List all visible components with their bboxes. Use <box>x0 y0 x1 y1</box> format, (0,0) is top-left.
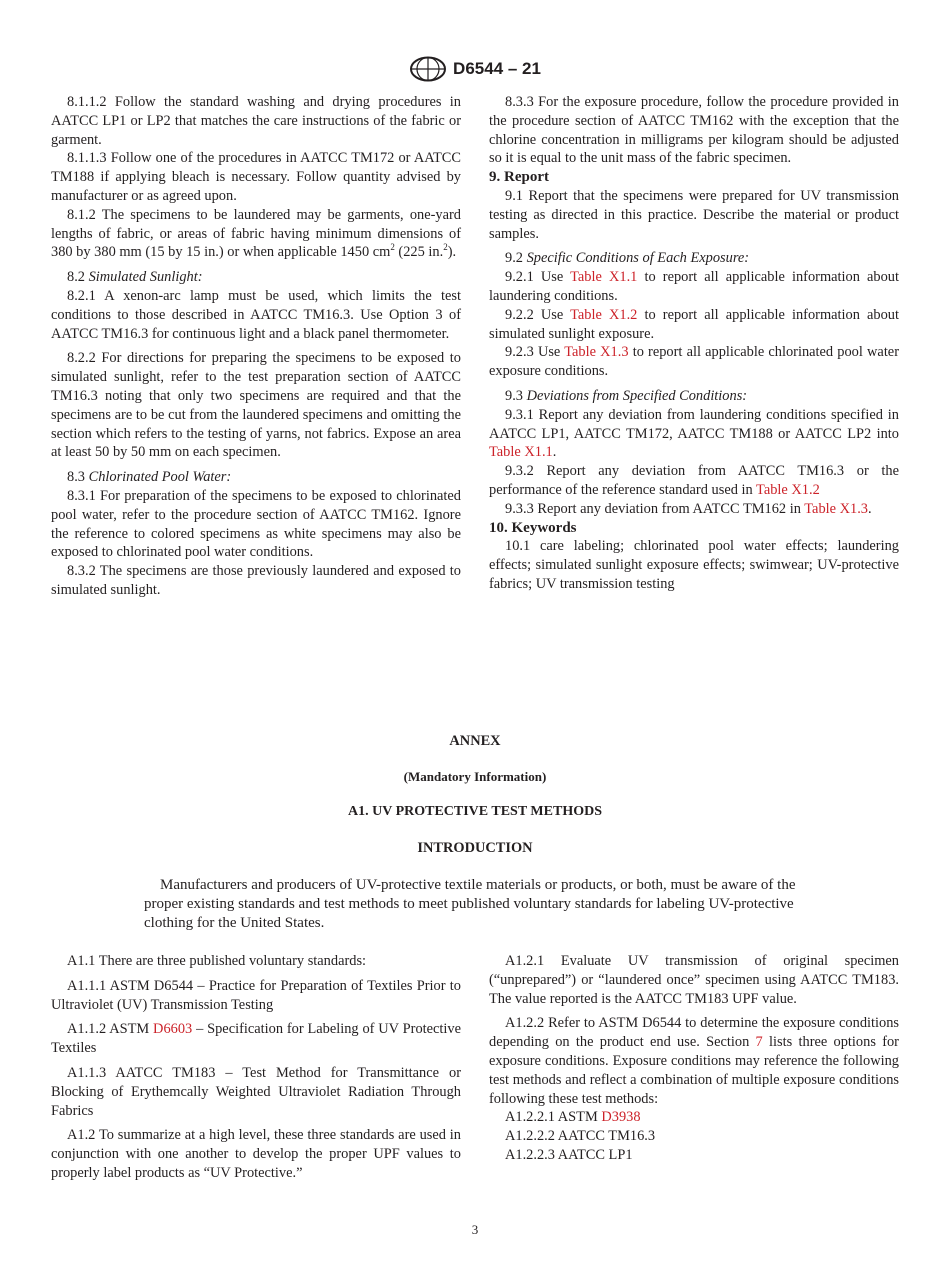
paragraph-8-1-2: 8.1.2 The specimens to be laundered may be garments, one-yard lengths of fabric, or areas of fabric having minimum dimensions of 380 by 380 mm (15 by 15 in.) or when applicable 1450 $cm^2$ (225 in.$^2$). <box>51 206 461 261</box>
left-column-top <box>51 93 461 600</box>
table-x1-3-link[interactable]: Table X1.3 <box>804 500 868 517</box>
right-column-top <box>489 93 899 594</box>
left-column-bottom <box>51 952 461 1183</box>
paragraph-a1-2: A1.2 To summarize at a high level, these three standards are used in conjunction with one another to develop the proper UPF values to properly label products as “UV Protective.” <box>51 1127 461 1181</box>
paragraph-a1-1-3: A1.1.3 AATCC TM183 – Test Method for Transmittance or Blocking of Erythemcally Weighted Ultraviolet Radiation Through Fabrics <box>51 1064 461 1119</box>
right-column-bottom <box>489 952 899 1165</box>
table-x1-2-link[interactable]: Table X1.2 <box>756 481 820 498</box>
annex-title: ANNEX <box>449 733 501 749</box>
table-x1-1-link[interactable]: Table X1.1 <box>489 444 553 461</box>
paragraph-8-1-1-2: 8.1.1.2 Follow the standard washing and drying procedures in AATCC LP1 or LP2 that matches the care instructions of the fabric or garment. <box>51 94 461 148</box>
section-9-3-heading: 9.3 Deviations from Specified Conditions: <box>505 387 748 404</box>
section-9-2-heading: 9.2 Specific Conditions of Each Exposure: <box>505 250 750 267</box>
paragraph-a1-1: A1.1 There are three published voluntary standards: <box>67 953 367 969</box>
paragraph-8-3-2: 8.3.2 The specimens are those previously laundered and exposed to simulated sunlight. <box>51 563 461 598</box>
page-number: 3 <box>471 1222 479 1237</box>
d3938-link[interactable]: D3938 <box>601 1109 641 1126</box>
paragraph-a1-1-2: A1.1.2 ASTM D6603 – Specification for Labeling of UV Protective Textiles <box>51 1021 461 1057</box>
page-header <box>0 56 950 82</box>
section-10-heading: 10. Keywords <box>489 519 577 536</box>
paragraph-9-2-2: 9.2.2 Use Table X1.2 to report all applicable information about simulated sunlight exposure. <box>489 306 899 342</box>
paragraph-9-2-1: 9.2.1 Use Table X1.1 to report all applicable information about laundering conditions. <box>489 269 899 304</box>
paragraph-a1-2-1: A1.2.1 Evaluate UV transmission of original specimen (“unprepared”) or “laundered once” specimen using AATCC TM183. The value reported is the AATCC TM183 UPF value. <box>489 953 899 1007</box>
document-id: D6544 – 21 <box>453 59 541 78</box>
paragraph-8-3-1: 8.3.1 For preparation of the specimens to be exposed to chlorinated pool water, refer to the procedure section of AATCC TM162. Ignore the reference to colored specimens as white specimens may also be exposed to chlorinated pool water conditions. <box>51 487 461 561</box>
section-9-heading: 9. Report <box>489 169 549 186</box>
paragraph-a1-1-1: A1.1.1 ASTM D6544 – Practice for Preparation of Textiles Prior to Ultraviolet (UV) Transmission Testing <box>51 977 461 1013</box>
paragraph-a1-2-2-2: A1.2.2.2 AATCC TM16.3 <box>505 1128 656 1145</box>
section-8-2-heading: 8.2 Simulated Sunlight: <box>67 269 203 286</box>
introduction-heading: INTRODUCTION <box>417 840 533 856</box>
paragraph-8-2-2: 8.2.2 For directions for preparing the specimens to be exposed to simulated sunlight, refer to the test preparation section of AATCC TM16.3 noting that only two specimens are required and that the specimens are to be cut from the laundered specimens and omitting the section which refers to the testing of yarns, not fabrics. Expose an area at least 50 by 50 mm on each specimen. <box>51 350 461 461</box>
paragraph-8-3-3: 8.3.3 For the exposure procedure, follow the procedure provided in the procedure section of AATCC TM162 with the exception that the chlorine concentration in milligrams per kilogram should be adjusted so it is equal to the unit mass of the fabric specimen. <box>489 94 899 167</box>
table-x1-3-link[interactable]: Table X1.3 <box>564 344 629 361</box>
paragraph-10-1: 10.1 care labeling; chlorinated pool water effects; laundering effects; simulated sunlight exposure effects; swimwear; UV-protective fabrics; UV transmission testing <box>489 538 899 592</box>
table-x1-2-link[interactable]: Table X1.2 <box>570 306 638 323</box>
d6603-link[interactable]: D6603 <box>153 1021 193 1038</box>
paragraph-a1-2-2-1: A1.2.2.1 ASTM D3938 <box>505 1109 641 1126</box>
section-8-3-heading: 8.3 Chlorinated Pool Water: <box>67 469 232 486</box>
paragraph-9-1: 9.1 Report that the specimens were prepared for UV transmission testing as directed in this practice. Describe the material or product samples. <box>489 187 899 242</box>
table-x1-1-link[interactable]: Table X1.1 <box>570 269 638 286</box>
paragraph-9-3-2: 9.3.2 Report any deviation from AATCC TM16.3 or the performance of the reference standard used in Table X1.2 <box>489 463 899 498</box>
paragraph-a1-2-2: A1.2.2 Refer to ASTM D6544 to determine the exposure conditions depending on the product end use. Section 7 lists three options for exposure conditions. Exposure conditions may reference the following test methods and reflect a combination of multiple exposure conditions following these test methods: <box>489 1015 899 1107</box>
paragraph-9-3-1: 9.3.1 Report any deviation from laundering conditions specified in AATCC LP1, AATCC TM172, AATCC TM188 or AATCC LP2 into Table X1.1. <box>489 406 899 461</box>
section-7-link[interactable]: 7 <box>755 1034 763 1051</box>
introduction-text: Manufacturers and producers of UV-protective textile materials or products, or both, must be aware of the proper existing standards and test methods to meet published voluntary standards for labeling UV-protective clothing for the United States. <box>144 877 796 931</box>
paragraph-8-2-1: 8.2.1 A xenon-arc lamp must be used, which limits the test conditions to those described in AATCC TM16.3. Use Option 3 of AATCC TM16.3 for continuous light and a black panel thermometer. <box>51 287 461 342</box>
paragraph-9-2-3: 9.2.3 Use Table X1.3 to report all applicable chlorinated pool water exposure conditions. <box>489 344 899 380</box>
astm-logo-icon <box>409 56 447 82</box>
paragraph-a1-2-2-3: A1.2.2.3 AATCC LP1 <box>505 1146 633 1163</box>
annex-a1-title: A1. UV PROTECTIVE TEST METHODS <box>347 804 602 819</box>
annex-subtitle: (Mandatory Information) <box>403 769 547 784</box>
paragraph-8-1-1-3: 8.1.1.3 Follow one of the procedures in AATCC TM172 or AATCC TM188 if applying bleach is necessary. Follow quantity advised by manufacturer or as agreed upon. <box>51 150 461 204</box>
paragraph-9-3-3: 9.3.3 Report any deviation from AATCC TM162 in Table X1.3. <box>505 500 872 517</box>
